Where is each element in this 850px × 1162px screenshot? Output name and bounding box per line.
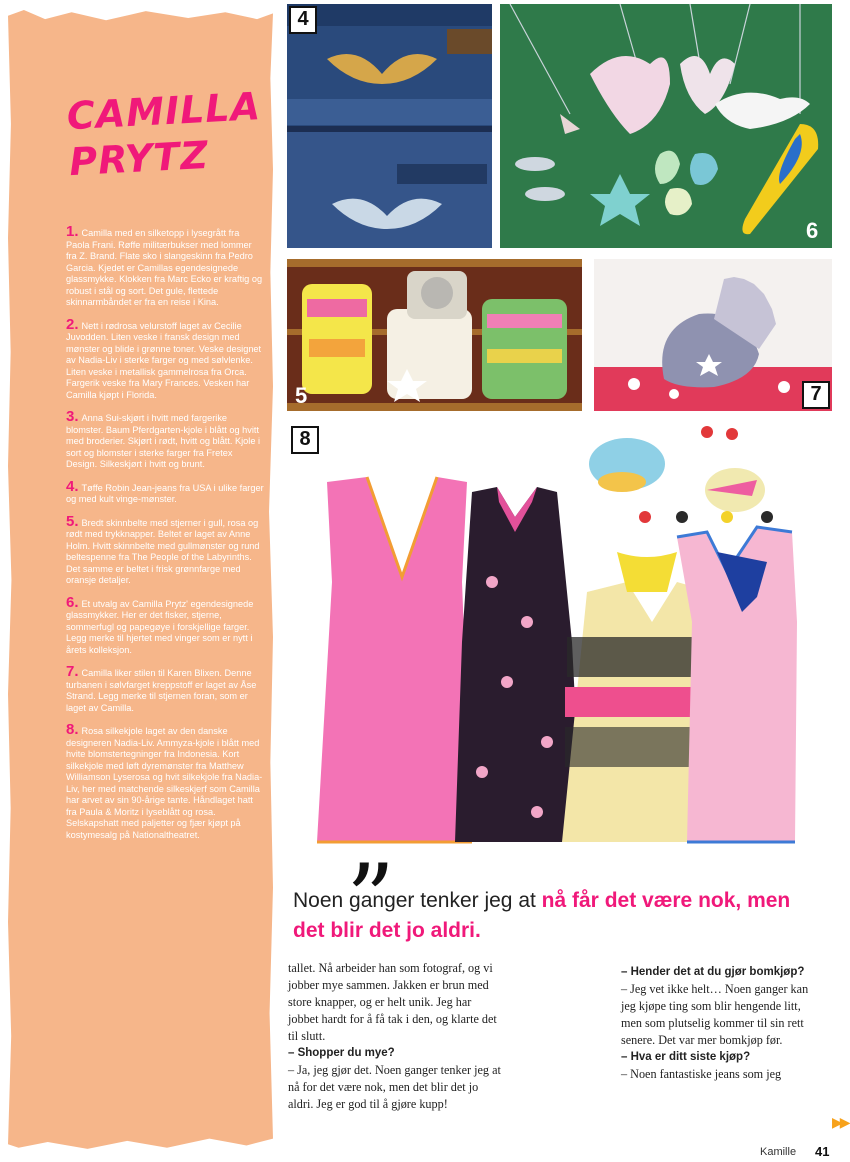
- caption-number: 1.: [66, 223, 79, 240]
- caption-number: 7.: [66, 663, 79, 680]
- caption-text: Camilla liker stilen til Karen Blixen. Denne turbanen i sølvfarget kreppstoff er laget av Åse Strand. Legg merke til stjernen foran, som er laget av Camilla.: [66, 668, 257, 713]
- caption-item-8: [66, 721, 264, 841]
- photo-number-6: 6: [806, 218, 819, 243]
- interview-question: – Shopper du mye?: [288, 1047, 395, 1059]
- title-line-2: PRYTZ: [68, 132, 210, 185]
- photo-number-4: 4: [289, 6, 317, 34]
- caption-text: Et utvalg av Camilla Prytz' egendesignede glassmykker. Her er det fisker, stjerne, sommerfugl og papegøye i forskjellige farger. Legg merke til hjertet med vinger som er nytt i årets kolleksjon.: [66, 598, 254, 655]
- jeans-image: [287, 4, 492, 248]
- caption-number: 2.: [66, 315, 79, 333]
- caption-text: Anna Sui-skjørt i hvitt med fargerike blomster. Baum Pferdgarten-kjole i blått og hvitt med broderier. Skjørt i rødt, hvitt og blått. Kjole i sort og blomster i sterke farger fra Fretex Design. Silkeskjørt i hvitt og brunt.: [66, 413, 261, 469]
- magazine-name: Kamille: [760, 1146, 797, 1158]
- quote-plain: Noen ganger tenker jeg at: [293, 889, 542, 912]
- necklaces-image: [500, 4, 832, 248]
- caption-list: [66, 223, 264, 851]
- caption-item-3: [66, 408, 264, 471]
- caption-text: Rosa silkekjole laget av den danske designeren Nadia-Liv. Ammyza-kjole i blått med hvite blomstertegninger fra Indonesia. Kort silkekjole med løft dyremønster fra Matthew Williamson Lyserosa og hvit silkekjole fra Nadia-Liv, her med matchende silkeskjerf som Camilla har arvet av sin 90-årige tante. Håndlaget hatt fra Paula & Moritz i lyseblått og rosa. Selskapshatt med paljetter og fjær kjøpt på kostymesalg på Nationaltheatret.: [66, 726, 263, 840]
- belts-image: [287, 259, 582, 411]
- text-column-1: [288, 960, 502, 1113]
- photo-number-7: 7: [802, 381, 830, 409]
- caption-item-5: [66, 512, 264, 587]
- photo-turban: [594, 259, 832, 411]
- photo-jeans: [287, 4, 492, 248]
- caption-item-6: [66, 593, 264, 657]
- turban-image: [594, 259, 832, 411]
- column-paragraph: tallet. Nå arbeider han som fotograf, og vi jobber mye sammen. Jakken er brun med store knapper, og er helt unik. Jeg har jobbet hardt for å få tak i den, og klarte det til slutt.: [288, 961, 497, 1043]
- photo-belts: [287, 259, 582, 411]
- caption-item-4: [66, 477, 264, 506]
- interview-answer: – Jeg vet ikke helt… Noen ganger kan jeg kjøpe ting som blir hengende litt, men som plutselig kommer til sin rett senere. Det var mer bomkjøp før.: [621, 982, 809, 1047]
- interview-question: – Hva er ditt siste kjøp?: [621, 1051, 751, 1063]
- interview-answer: – Ja, jeg gjør det. Noen ganger tenker jeg at nå for det være nok, men det blir det jo aldri. Jeg er god til å gjøre kupp!: [288, 1063, 501, 1111]
- quote-highlight: nå får det være nok, men det blir det jo aldri.: [293, 889, 791, 942]
- caption-number: 8.: [66, 721, 79, 738]
- page-title: [66, 83, 271, 185]
- caption-item-7: [66, 663, 264, 714]
- photo-number-5: 5: [295, 383, 308, 408]
- caption-number: 4.: [66, 477, 79, 495]
- text-column-2: [621, 964, 821, 1083]
- caption-item-2: [66, 315, 264, 402]
- caption-text: Nett i rødrosa velurstoff laget av Cecilie Juvodden. Liten veske i fransk design med mønster og blide i grønne toner. Veske designet av Nadia-Liv i sterke farger og med sølvlenke. Liten veske i metallisk gammelrosa fra Orca. Fargerik veske fra Mary Frances. Vesken har Camilla kjøpt i Florida.: [66, 320, 262, 400]
- photo-number-8: 8: [291, 426, 319, 454]
- caption-text: Bredt skinnbelte med stjerner i gull, rosa og rødt med trykknapper. Beltet er laget av Anne Holm. Hvitt skinnbelte med gullmønster og rund beltespenne fra The People of the Labyrinths. Det samme er beltet i frisk grønnfarge med oransje detaljer.: [66, 517, 260, 585]
- caption-item-1: [66, 223, 264, 309]
- caption-number: 3.: [66, 408, 79, 425]
- page-number: 41: [815, 1144, 830, 1159]
- caption-number: 6.: [66, 593, 79, 611]
- quote-mark: ”: [346, 844, 396, 956]
- caption-text: Camilla med en silketopp i lysegrått fra Paola Frani. Røffe militærbukser med lommer fra Z. Brand. Flate sko i slangeskinn fra Pedro Garcia. Kjedet er Camillas egendesignede glassmykke. Klokken fra Marc Ecko er kraftig og robust i stål og sort. Det gule, flettede skinnarmbåndet er fra en reise i Kina.: [66, 228, 263, 307]
- caption-text: Tøffe Robin Jean-jeans fra USA i ulike farger og med kult vinge-mønster.: [66, 482, 264, 504]
- interview-answer: – Noen fantastiske jeans som jeg: [621, 1067, 782, 1081]
- photo-dresses: [287, 422, 832, 870]
- interview-question: – Hender det at du gjør bomkjøp?: [621, 966, 805, 978]
- dresses-image: [287, 422, 832, 870]
- caption-number: 5.: [66, 512, 79, 530]
- double-arrow-right-icon: ▶▶: [832, 1114, 848, 1130]
- photo-necklaces: [500, 4, 832, 248]
- pull-quote: [293, 886, 813, 946]
- title-line-1: CAMILLA: [65, 84, 262, 139]
